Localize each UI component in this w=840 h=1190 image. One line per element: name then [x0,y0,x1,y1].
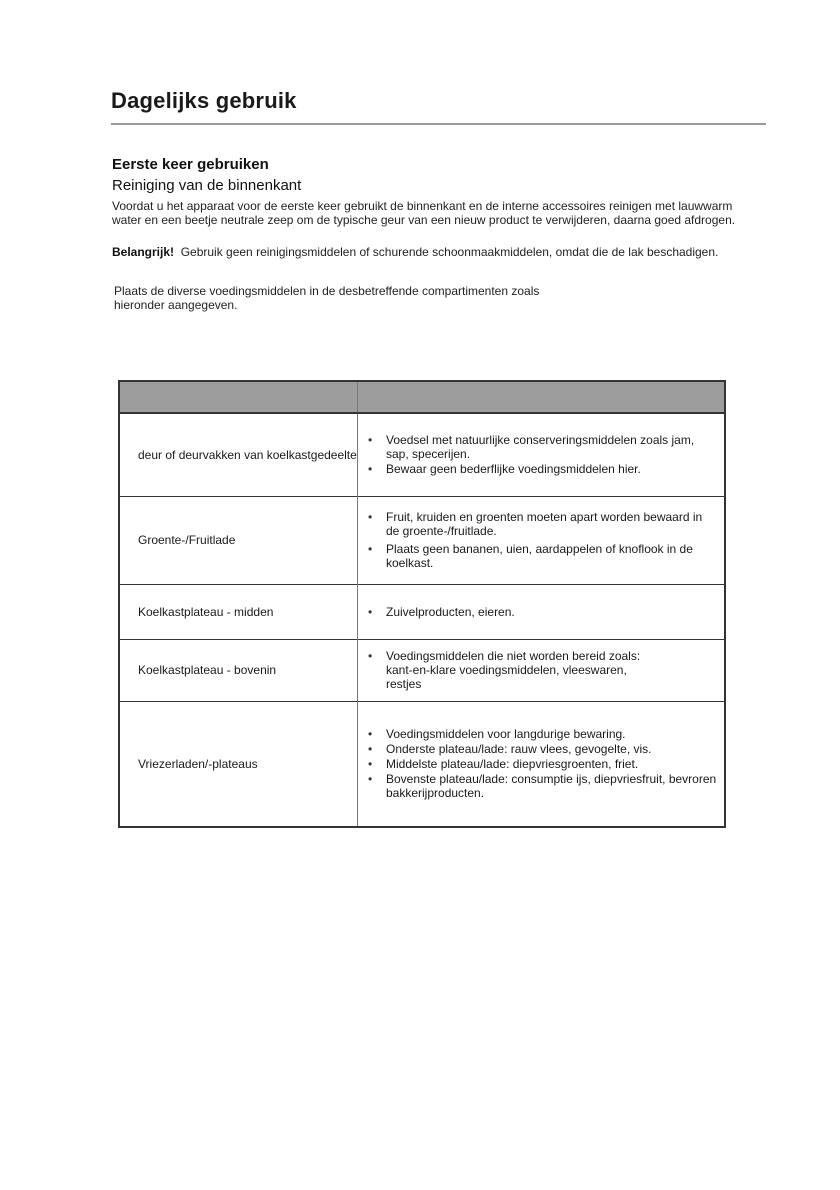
table-header-row [119,381,725,413]
table-header-zone [119,381,358,413]
table-header-items [358,381,726,413]
zone-cell: Koelkastplateau - midden [119,584,358,639]
list-item: • Bewaar geen bederflijke voedingsmiddelen hier. [366,462,718,476]
list-item: • Onderste plateau/lade: rauw vlees, gevogelte, vis. [366,742,718,756]
storage-zones-table [118,380,726,828]
table-row [119,413,725,496]
important-note [112,245,772,259]
items-cell [358,584,726,639]
placement-paragraph: Plaats de diverse voedingsmiddelen in de desbetreffende compartimenten zoals hieronder aangegeven. [114,284,540,312]
important-text: Gebruik geen reinigingsmiddelen of schurende schoonmaakmiddelen, omdat die de lak beschadigen. [180,245,719,259]
list-item: • Voedingsmiddelen voor langdurige bewaring. [366,727,718,741]
section-heading: Eerste keer gebruiken [112,156,269,173]
list-item: • Bovenste plateau/lade: consumptie ijs, diepvriesfruit, bevroren bakkerijproducten. [366,772,718,800]
important-label: Belangrijk! [112,245,175,259]
subsection-heading: Reiniging van de binnenkant [112,177,302,194]
title-divider [111,123,766,125]
page-title: Dagelijks gebruik [111,88,297,113]
zone-cell: Koelkastplateau - bovenin [119,639,358,701]
list-item: • Voedingsmiddelen die niet worden bereid zoals: kant-en-klare voedingsmiddelen, vleeswaren, restjes [366,649,718,691]
table-row [119,496,725,584]
list-item: • Middelste plateau/lade: diepvriesgroenten, friet. [366,757,718,771]
zone-cell: Vriezerladen/-plateaus [119,701,358,827]
item-list [366,649,718,691]
items-cell [358,413,726,496]
zone-cell: Groente-/Fruitlade [119,496,358,584]
list-item: • Fruit, kruiden en groenten moeten apart worden bewaard in de groente-/fruitlade. [366,510,718,538]
item-list [366,510,718,570]
intro-paragraph: Voordat u het apparaat voor de eerste keer gebruikt de binnenkant en de interne accessoires reinigen met lauwwarm water en een beetje neutrale zeep om de typische geur van een nieuw product te verwijderen, daarna goed afdrogen. [112,199,736,227]
items-cell [358,639,726,701]
items-cell [358,496,726,584]
list-item: • Plaats geen bananen, uien, aardappelen of knoflook in de koelkast. [366,542,718,570]
table-row [119,584,725,639]
list-item: • Voedsel met natuurlijke conserveringsmiddelen zoals jam, sap, specerijen. [366,433,718,461]
item-list [366,433,718,476]
item-list [366,727,718,800]
list-item: • Zuivelproducten, eieren. [366,605,718,619]
zone-cell: deur of deurvakken van koelkastgedeelte [119,413,358,496]
items-cell [358,701,726,827]
item-list [366,605,718,619]
table-row [119,639,725,701]
table-row [119,701,725,827]
